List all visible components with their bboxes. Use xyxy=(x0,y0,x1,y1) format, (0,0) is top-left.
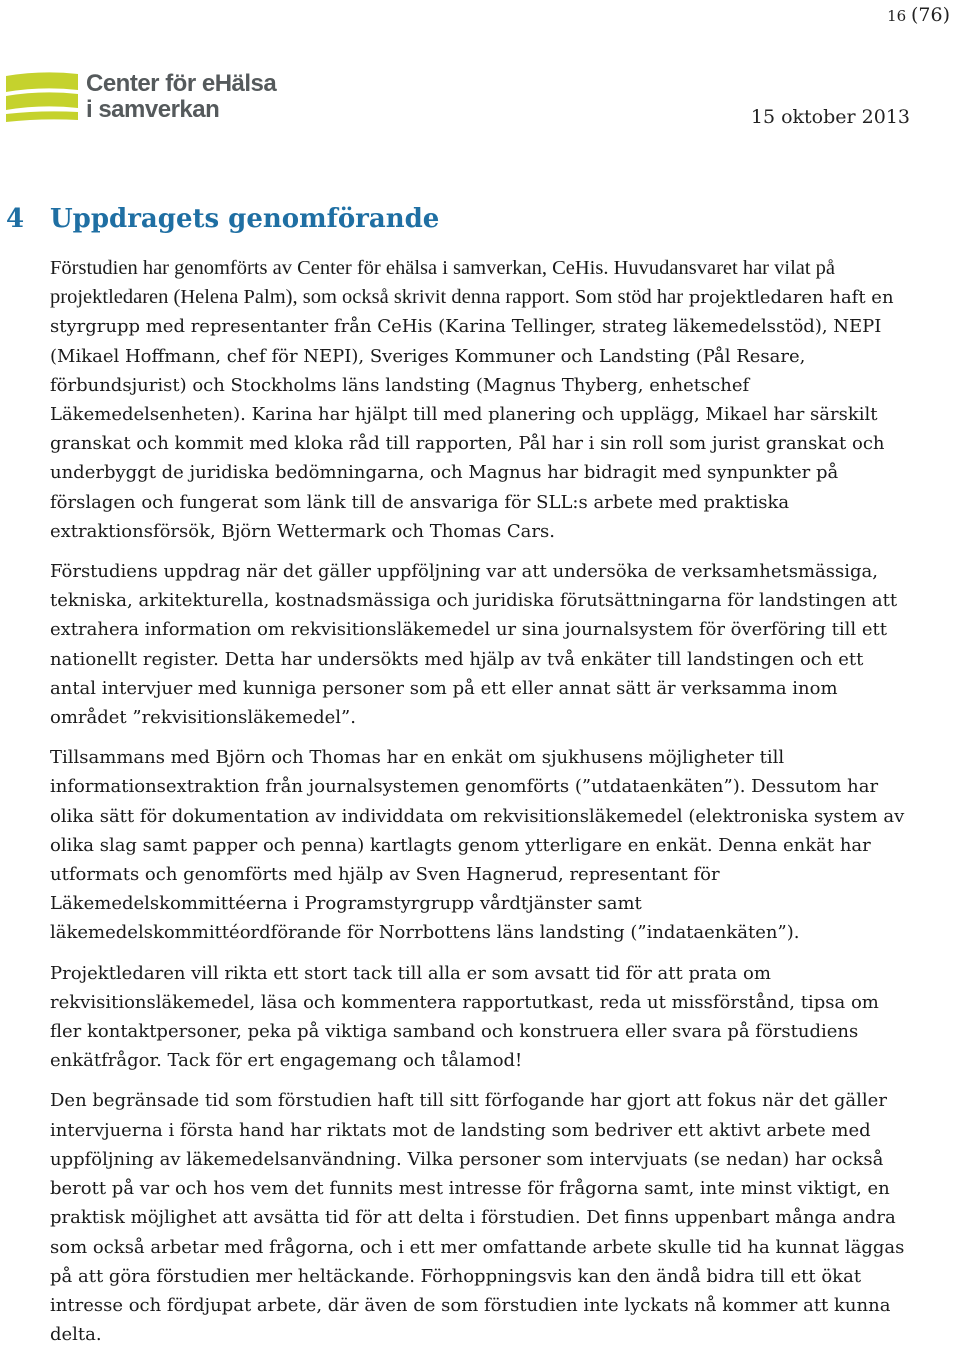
paragraph-1 xyxy=(50,254,910,546)
document-date: 15 oktober 2013 xyxy=(750,106,910,128)
logo-text-line1: Center för eHälsa xyxy=(86,70,277,97)
body-text xyxy=(50,254,910,1360)
paragraph-1-rest: projektledaren haft en styrgrupp med representanter från CeHis (Karina Tellinger, strateg läkemedelsstöd), NEPI (Mikael Hoffmann, chef för NEPI), Sveriges Kommuner och Landsting (Pål Resare, förbundsjurist) och Stockholms läns landsting (Magnus Thyberg, enhetschef Läkemedelsenheten). Karina har hjälpt till med planering och upplägg, Mikael har särskilt granskat och kommit med kloka råd till rapporten, Pål har i sin roll som jurist granskat och underbyggt de juridiska bedömningarna, och Magnus har bidragit med synpunkter på förslagen och fungerat som länk till de ansvariga för SLL:s arbete med praktiska extraktionsförsök, Björn Wettermark och Thomas Cars. xyxy=(50,287,894,542)
paragraph-1-intro: Förstudien har genomförts av Center för ehälsa i samverkan, CeHis. Huvudansvaret har vilat på projektledaren (Helena Palm), som också skrivit denna rapport. Som stöd har xyxy=(50,257,836,309)
paragraph-2: Förstudiens uppdrag när det gäller uppföljning var att undersöka de verksamhetsmässiga, tekniska, arkitekturella, kostnadsmässiga och juridiska förutsättningarna för landstingen att extrahera information om rekvisitionsläkemedel ur sina journalsystem för överföring till ett nationellt register. Detta har undersökts med hjälp av två enkäter till landstingen och ett antal intervjuer med kunniga personer som på ett eller annat sätt är verksamma inom området ”rekvisitionsläkemedel”. xyxy=(50,561,898,729)
page-current: 16 xyxy=(887,7,907,25)
paragraph-3: Tillsammans med Björn och Thomas har en enkät om sjukhusens möjligheter till informationsextraktion från journalsystemen genomförts (”utdataenkäten”). Dessutom har olika sätt för dokumentation av individdata om rekvisitionsläkemedel (elektroniska system av olika slag samt papper och penna) kartlagts genom ytterligare en enkät. Denna enkät har utformats och genomförts med hjälp av Sven Hagnerud, representant för Läkemedelskommittéerna i Programstyrgrupp vårdtjänster samt läkemedelskommittéordförande för Norrbottens läns landsting (”indataenkäten”). xyxy=(50,747,905,944)
section-number: 4 xyxy=(6,204,25,234)
section-title: Uppdragets genomförande xyxy=(50,204,440,234)
cehis-logo xyxy=(6,70,276,124)
page-total: (76) xyxy=(910,4,950,26)
logo-mark-icon xyxy=(6,70,78,124)
logo-text-line2: i samverkan xyxy=(86,96,220,123)
paragraph-4: Projektledaren vill rikta ett stort tack till alla er som avsatt tid för att prata om rekvisitionsläkemedel, läsa och kommentera rapportutkast, reda ut missförstånd, tipsa om fler kontaktpersoner, peka på viktiga samband och konstruera eller svara på förstudiens enkätfrågor. Tack för ert engagemang och tålamod! xyxy=(50,962,879,1072)
section-heading xyxy=(6,204,439,234)
page-number xyxy=(887,4,950,26)
paragraph-5: Den begränsade tid som förstudien haft till sitt förfogande har gjort att fokus när det gäller intervjuerna i första hand har riktats mot de landsting som bedriver ett aktivt arbete med uppföljning av läkemedelsanvändning. Vilka personer som intervjuats (se nedan) har också berott på var och hos vem det funnits mest intresse för frågorna samt, inte minst viktigt, en praktisk möjlighet att avsätta tid för att delta i förstudien. Det finns uppenbart många andra som också arbetar med frågorna, och i ett mer omfattande arbete skulle tid ha kunnat läggas på att göra förstudien mer heltäckande. Förhoppningsvis kan den ändå bidra till ett ökat intresse och fördjupat arbete, där även de som förstudien inte lyckats nå kommer att kunna delta. xyxy=(50,1090,905,1346)
